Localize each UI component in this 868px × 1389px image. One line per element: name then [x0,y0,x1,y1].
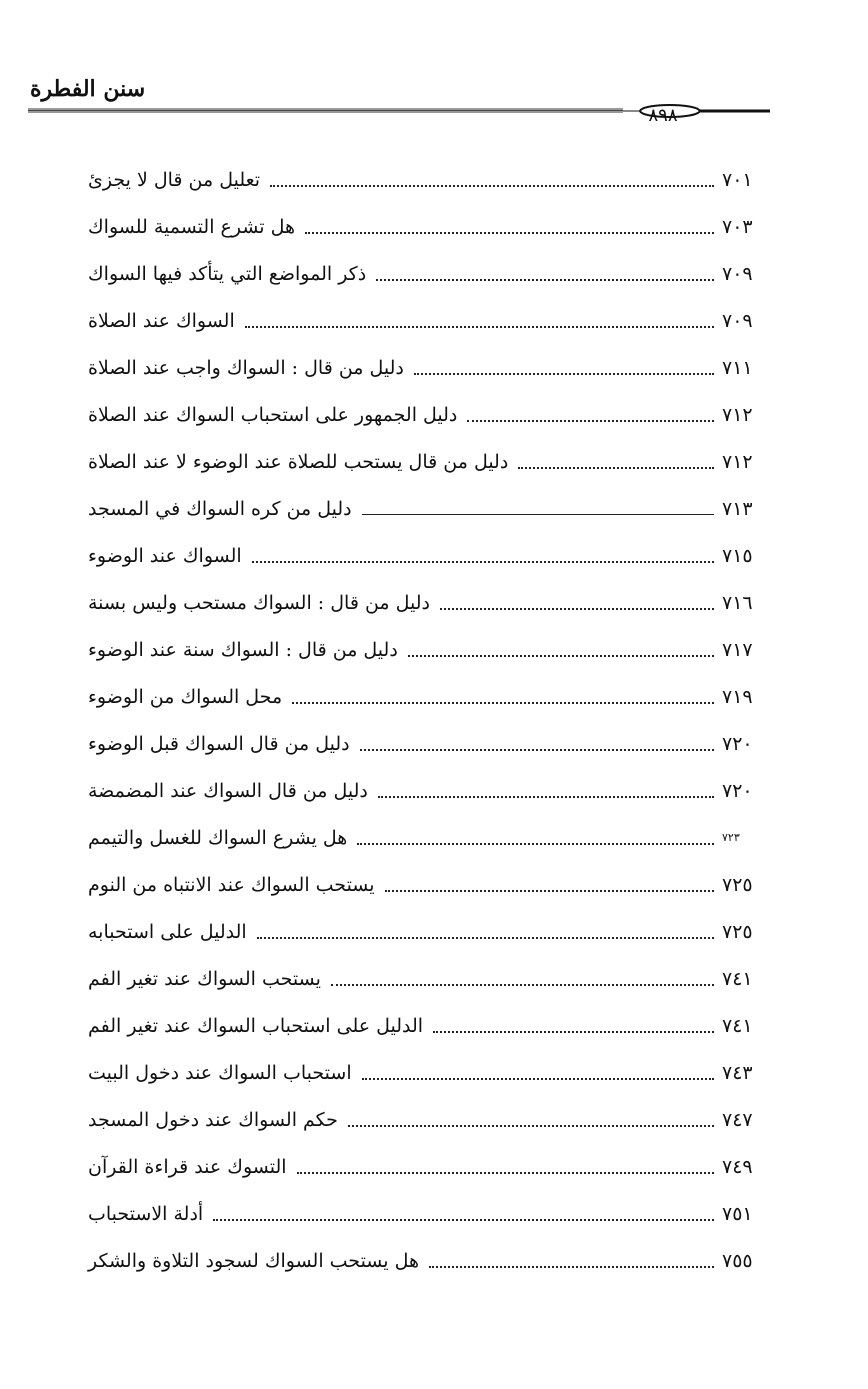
dot-leader [292,702,714,704]
toc-entry [88,485,774,532]
toc-entry-page: ٧٥١ [722,1202,753,1225]
toc-entry-page: ٧٢٣ [722,831,740,844]
toc-entry-title: هل يستحب السواك لسجود التلاوة والشكر [88,1249,419,1272]
toc-entry-page: ٧٠٩ [722,309,753,332]
dot-leader [348,1125,714,1127]
toc-entry-title: هل تشرع التسمية للسواك [88,215,296,238]
dot-leader [467,420,714,422]
dot-leader [331,984,714,986]
toc-entry-page: ٧٠٣ [722,215,753,238]
toc-entry-title: ذكر المواضع التي يتأكد فيها السواك [88,262,367,285]
toc-entry-page: ٧٠٩ [722,262,753,285]
toc-entry-title: السواك عند الوضوء [88,544,242,567]
toc-entry [88,814,774,861]
toc-entry-page: ٧١٦ [722,591,753,614]
toc-entry-title: السواك عند الصلاة [88,309,235,332]
dot-leader [433,1031,714,1033]
toc-entry-page: ٧١٢ [722,403,753,426]
toc-entry [88,250,774,297]
dot-leader [518,467,714,469]
running-title: سنن الفطرة [30,76,146,102]
toc-entry-page: ٧٢٥ [722,873,753,896]
toc-entry-title: استحباب السواك عند دخول البيت [88,1061,352,1084]
toc-entry [88,861,774,908]
toc-entry [88,203,774,250]
dot-leader [385,890,714,892]
toc-entry [88,720,774,767]
toc-entry-page: ٧٤٧ [722,1108,753,1131]
toc-entry [88,1237,774,1284]
dot-leader [440,608,714,610]
table-of-contents [88,156,774,1284]
toc-entry [88,1049,774,1096]
solid-leader [362,514,714,515]
toc-entry-title: دليل من قال : السواك مستحب وليس بسنة [88,591,430,614]
toc-entry-page: ٧١٣ [722,497,753,520]
dot-leader [252,561,714,563]
toc-entry [88,391,774,438]
toc-entry-page: ٧١٧ [722,638,753,661]
toc-entry [88,344,774,391]
toc-entry-title: محل السواك من الوضوء [88,685,283,708]
toc-entry-page: ٧١٥ [722,544,753,567]
toc-entry-page: ٧٥٥ [722,1249,753,1272]
toc-entry-title: هل يشرع السواك للغسل والتيمم [88,826,348,849]
toc-entry [88,1096,774,1143]
toc-entry [88,673,774,720]
toc-entry-page: ٧٤٣ [722,1061,753,1084]
toc-entry-page: ٧٢٠ [722,732,753,755]
toc-entry-title: دليل من قال يستحب للصلاة عند الوضوء لا عند الصلاة [88,450,509,473]
toc-entry-page: ٧٢٥ [722,920,753,943]
toc-entry-title: دليل من قال السواك قبل الوضوء [88,732,350,755]
toc-entry-page: ٧٢٠ [722,779,753,802]
toc-entry-title: التسوك عند قراءة القرآن [88,1155,287,1178]
toc-entry-title: دليل الجمهور على استحباب السواك عند الصلاة [88,403,458,426]
dot-leader [408,655,714,657]
toc-entry-page: ٧١٩ [722,685,753,708]
dot-leader [245,326,714,328]
toc-entry [88,297,774,344]
toc-entry-page: ٧٤١ [722,1014,753,1037]
toc-entry-title: الدليل على استحبابه [88,920,247,943]
toc-entry-title: حكم السواك عند دخول المسجد [88,1108,338,1131]
toc-entry-title: دليل من كره السواك في المسجد [88,497,352,520]
toc-entry [88,438,774,485]
toc-entry [88,579,774,626]
toc-entry [88,955,774,1002]
toc-entry [88,156,774,203]
toc-entry-title: دليل من قال : السواك واجب عند الصلاة [88,356,404,379]
toc-entry-title: الدليل على استحباب السواك عند تغير الفم [88,1014,424,1037]
dot-leader [297,1172,714,1174]
dot-leader [213,1219,714,1221]
toc-entry-page: ٧٤٩ [722,1155,753,1178]
toc-entry [88,767,774,814]
toc-entry [88,1143,774,1190]
toc-entry-title: تعليل من قال لا يجزئ [88,168,261,191]
dot-leader [378,796,714,798]
toc-entry-title: أدلة الاستحباب [88,1202,204,1225]
dot-leader [357,843,714,845]
toc-entry-page: ٧٠١ [722,168,753,191]
toc-entry-page: ٧٤١ [722,967,753,990]
page-number: ٨٩٨ [648,104,678,126]
toc-entry [88,532,774,579]
toc-entry-title: يستحب السواك عند الانتباه من النوم [88,873,375,896]
toc-entry [88,626,774,673]
toc-entry-page: ٧١٢ [722,450,753,473]
toc-entry [88,1190,774,1237]
dot-leader [270,185,714,187]
toc-entry-title: دليل من قال : السواك سنة عند الوضوء [88,638,398,661]
toc-entry-title: دليل من قال السواك عند المضمضة [88,779,368,802]
dot-leader [305,232,714,234]
toc-entry-title: يستحب السواك عند تغير الفم [88,967,321,990]
toc-entry [88,908,774,955]
dot-leader [414,373,714,375]
dot-leader [360,749,714,751]
dot-leader [429,1266,714,1268]
dot-leader [376,279,714,281]
dot-leader [362,1078,714,1080]
toc-entry-page: ٧١١ [722,356,753,379]
toc-entry [88,1002,774,1049]
dot-leader [257,937,714,939]
